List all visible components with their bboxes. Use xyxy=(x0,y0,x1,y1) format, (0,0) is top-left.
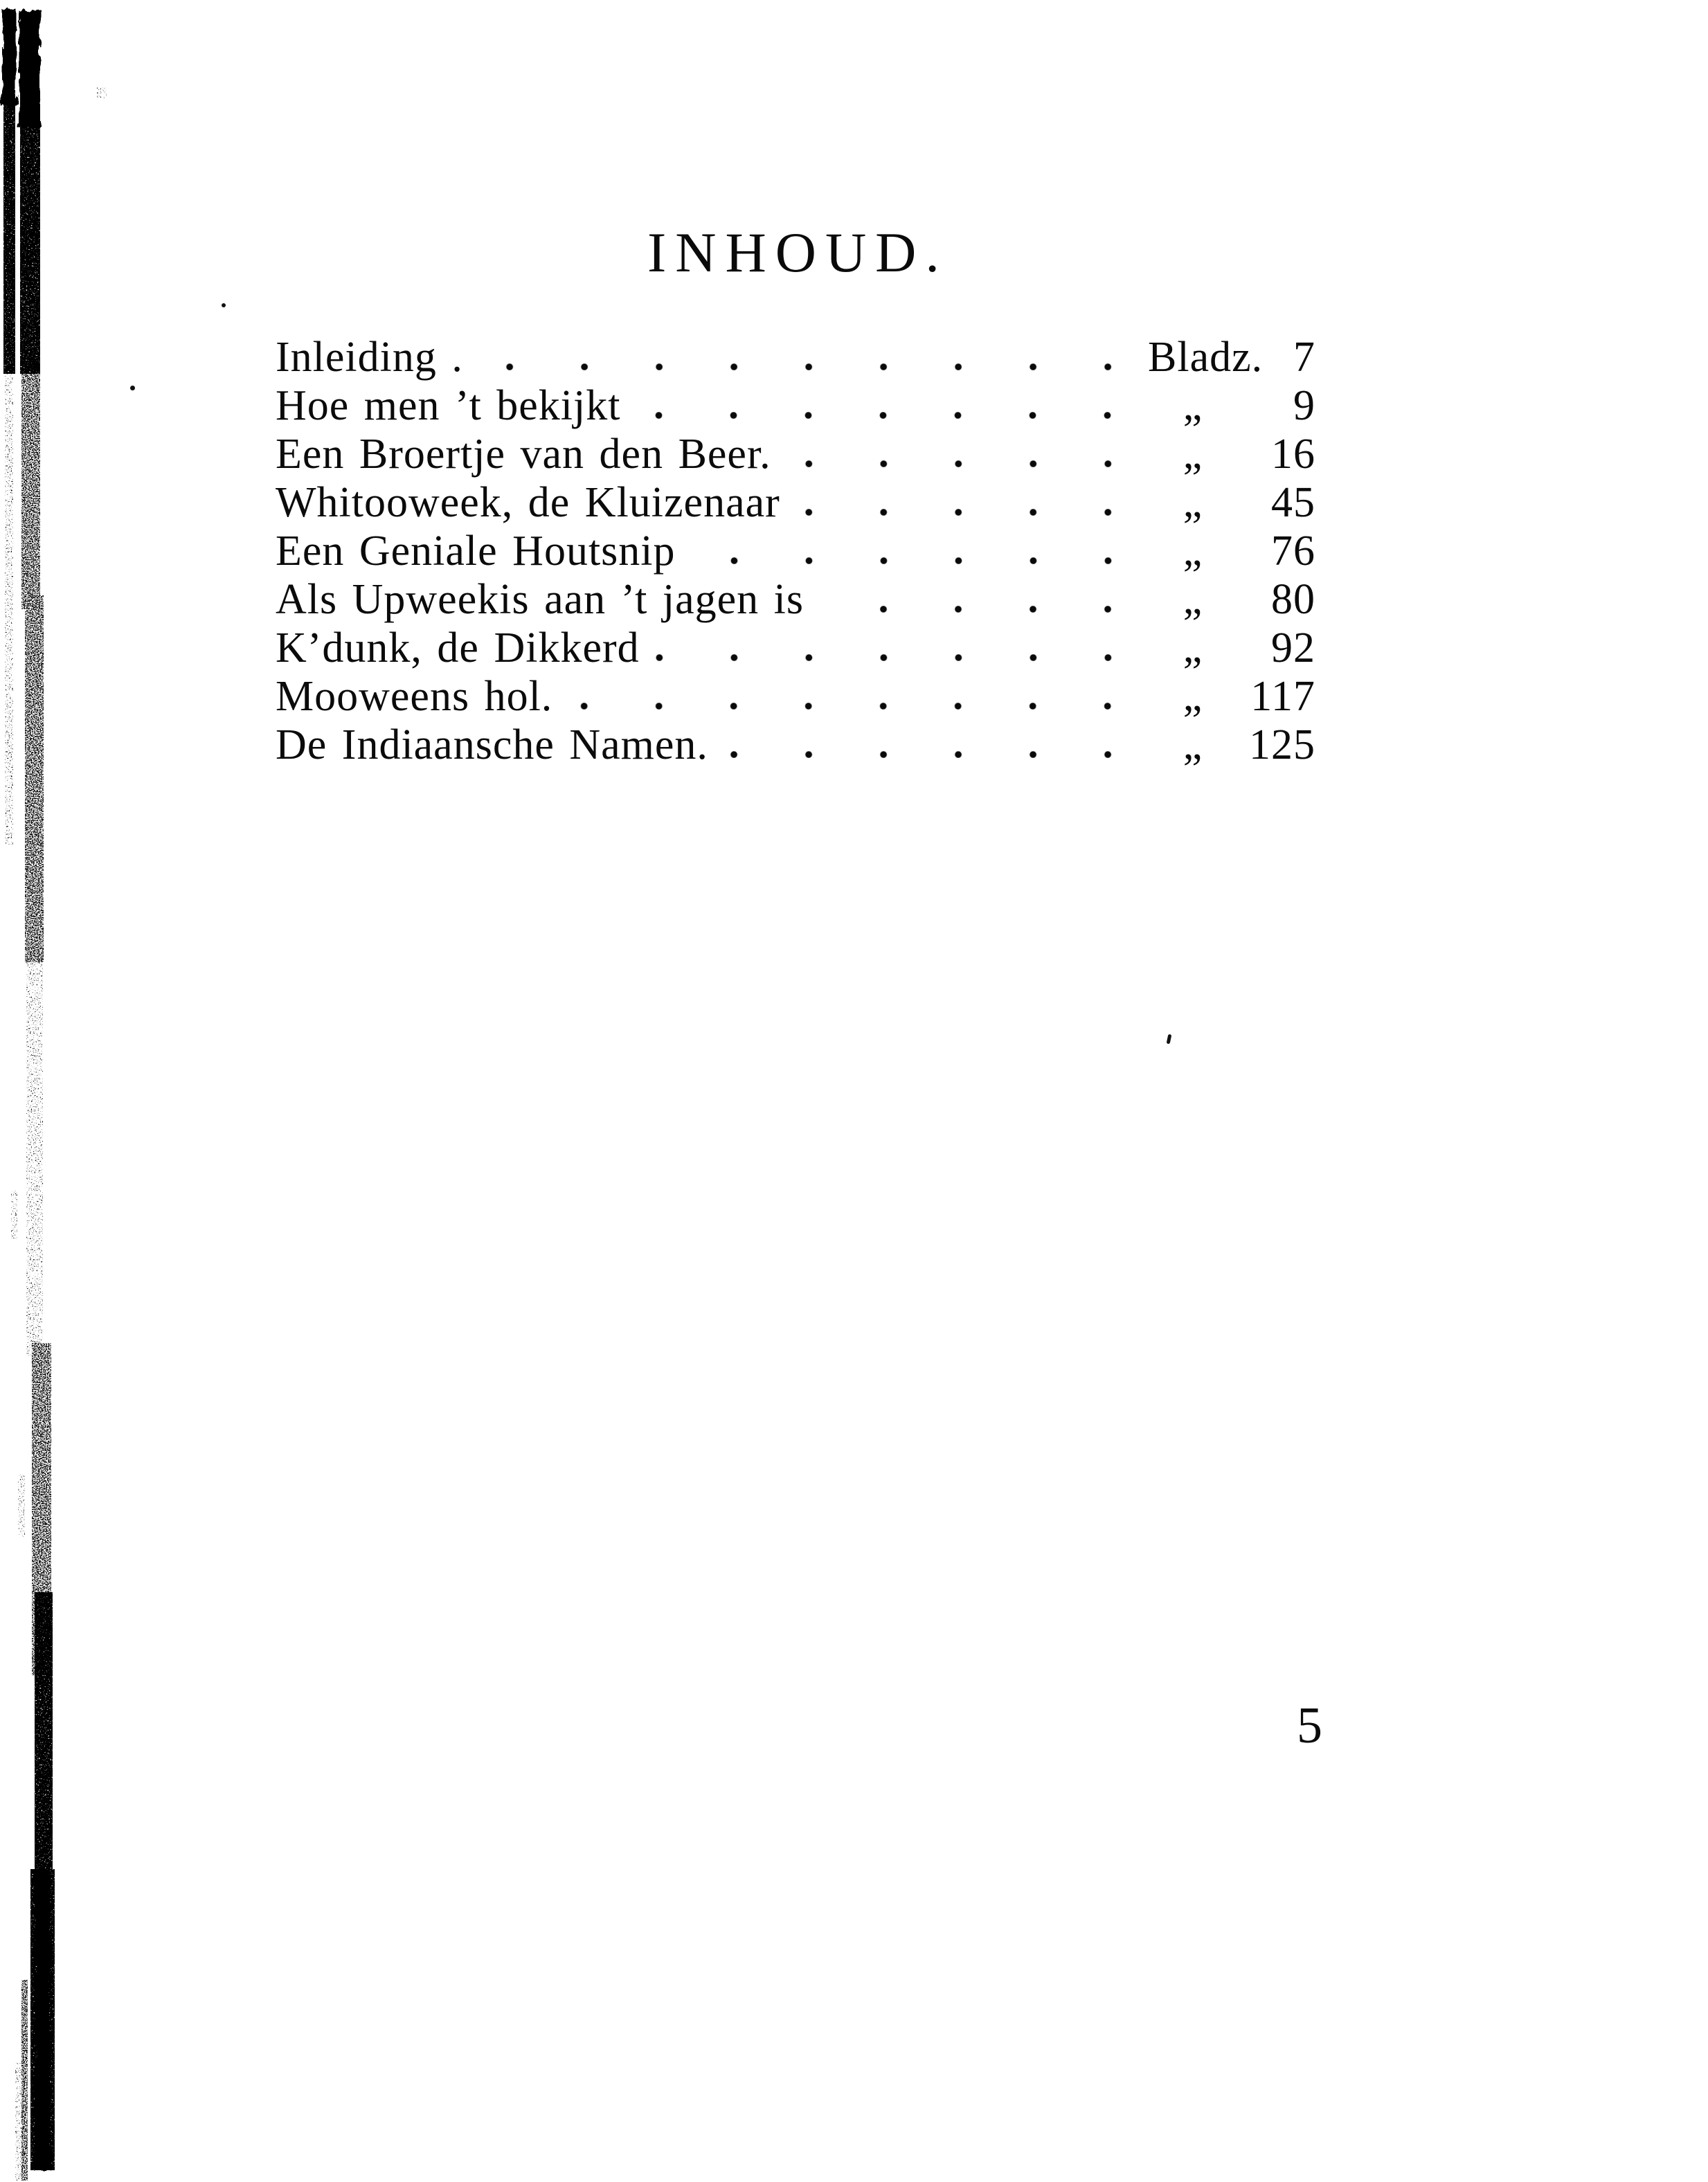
toc-entry-title: Als Upweekis aan ’t jagen is xyxy=(276,576,804,623)
dot-leader xyxy=(685,527,1148,575)
toc-entry xyxy=(276,381,1315,430)
toc-entry xyxy=(276,624,1315,672)
toc-entry-page: 80 xyxy=(1271,576,1315,623)
dot-leader xyxy=(649,624,1148,672)
toc-entry-ref: „ xyxy=(1183,721,1203,768)
scan-speck xyxy=(222,303,226,307)
toc-entry-ref: „ xyxy=(1183,479,1203,526)
toc-entry-title: Een Geniale Houtsnip xyxy=(276,528,676,575)
dot-leader xyxy=(562,672,1148,721)
toc-entry-page: 125 xyxy=(1249,721,1315,768)
scan-speck xyxy=(130,386,135,390)
toc-entry-ref: „ xyxy=(1183,624,1203,671)
toc-entry xyxy=(276,721,1315,769)
toc-entry-page: 9 xyxy=(1293,382,1315,429)
toc-entry xyxy=(276,430,1315,478)
dot-leader xyxy=(718,721,1148,769)
toc-entry-title: K’dunk, de Dikkerd xyxy=(276,624,640,671)
toc-entry-page: 7 xyxy=(1293,334,1315,381)
toc-entry-ref: Bladz. xyxy=(1148,334,1264,381)
scan-speck xyxy=(1167,1034,1172,1045)
toc-entry-ref: „ xyxy=(1183,382,1203,429)
toc-entry-title: Hoe men ’t bekijkt xyxy=(276,382,621,429)
toc-entry-title: De Indiaansche Namen. xyxy=(276,721,708,768)
toc-entry-ref: „ xyxy=(1183,576,1203,623)
toc-entry xyxy=(276,333,1315,381)
toc-entry-page: 117 xyxy=(1250,673,1315,720)
toc-entry-title: Mooweens hol. xyxy=(276,673,553,720)
table-of-contents xyxy=(276,333,1315,769)
toc-entry-page: 45 xyxy=(1271,479,1315,526)
toc-entry xyxy=(276,672,1315,721)
toc-entry-ref: „ xyxy=(1183,528,1203,575)
toc-entry-title: Een Broertje van den Beer. xyxy=(276,431,771,478)
toc-entry xyxy=(276,478,1315,527)
toc-entry xyxy=(276,527,1315,575)
dot-leader xyxy=(790,478,1148,527)
toc-entry-ref: „ xyxy=(1183,431,1203,478)
dot-leader xyxy=(781,430,1148,478)
toc-entry xyxy=(276,575,1315,624)
dot-leader xyxy=(630,381,1148,430)
toc-entry-page: 92 xyxy=(1271,624,1315,671)
toc-entry-page: 16 xyxy=(1271,431,1315,478)
toc-entry-page: 76 xyxy=(1271,528,1315,575)
dot-leader xyxy=(813,575,1148,624)
page-title: INHOUD. xyxy=(647,221,949,284)
toc-entry-title: Inleiding . xyxy=(276,334,463,381)
folio-number: 5 xyxy=(1297,1697,1322,1754)
scan-edge-artifact xyxy=(0,0,152,2182)
toc-entry-title: Whitooweek, de Kluizenaar xyxy=(276,479,780,526)
dot-leader xyxy=(473,333,1148,381)
toc-entry-ref: „ xyxy=(1183,673,1203,720)
